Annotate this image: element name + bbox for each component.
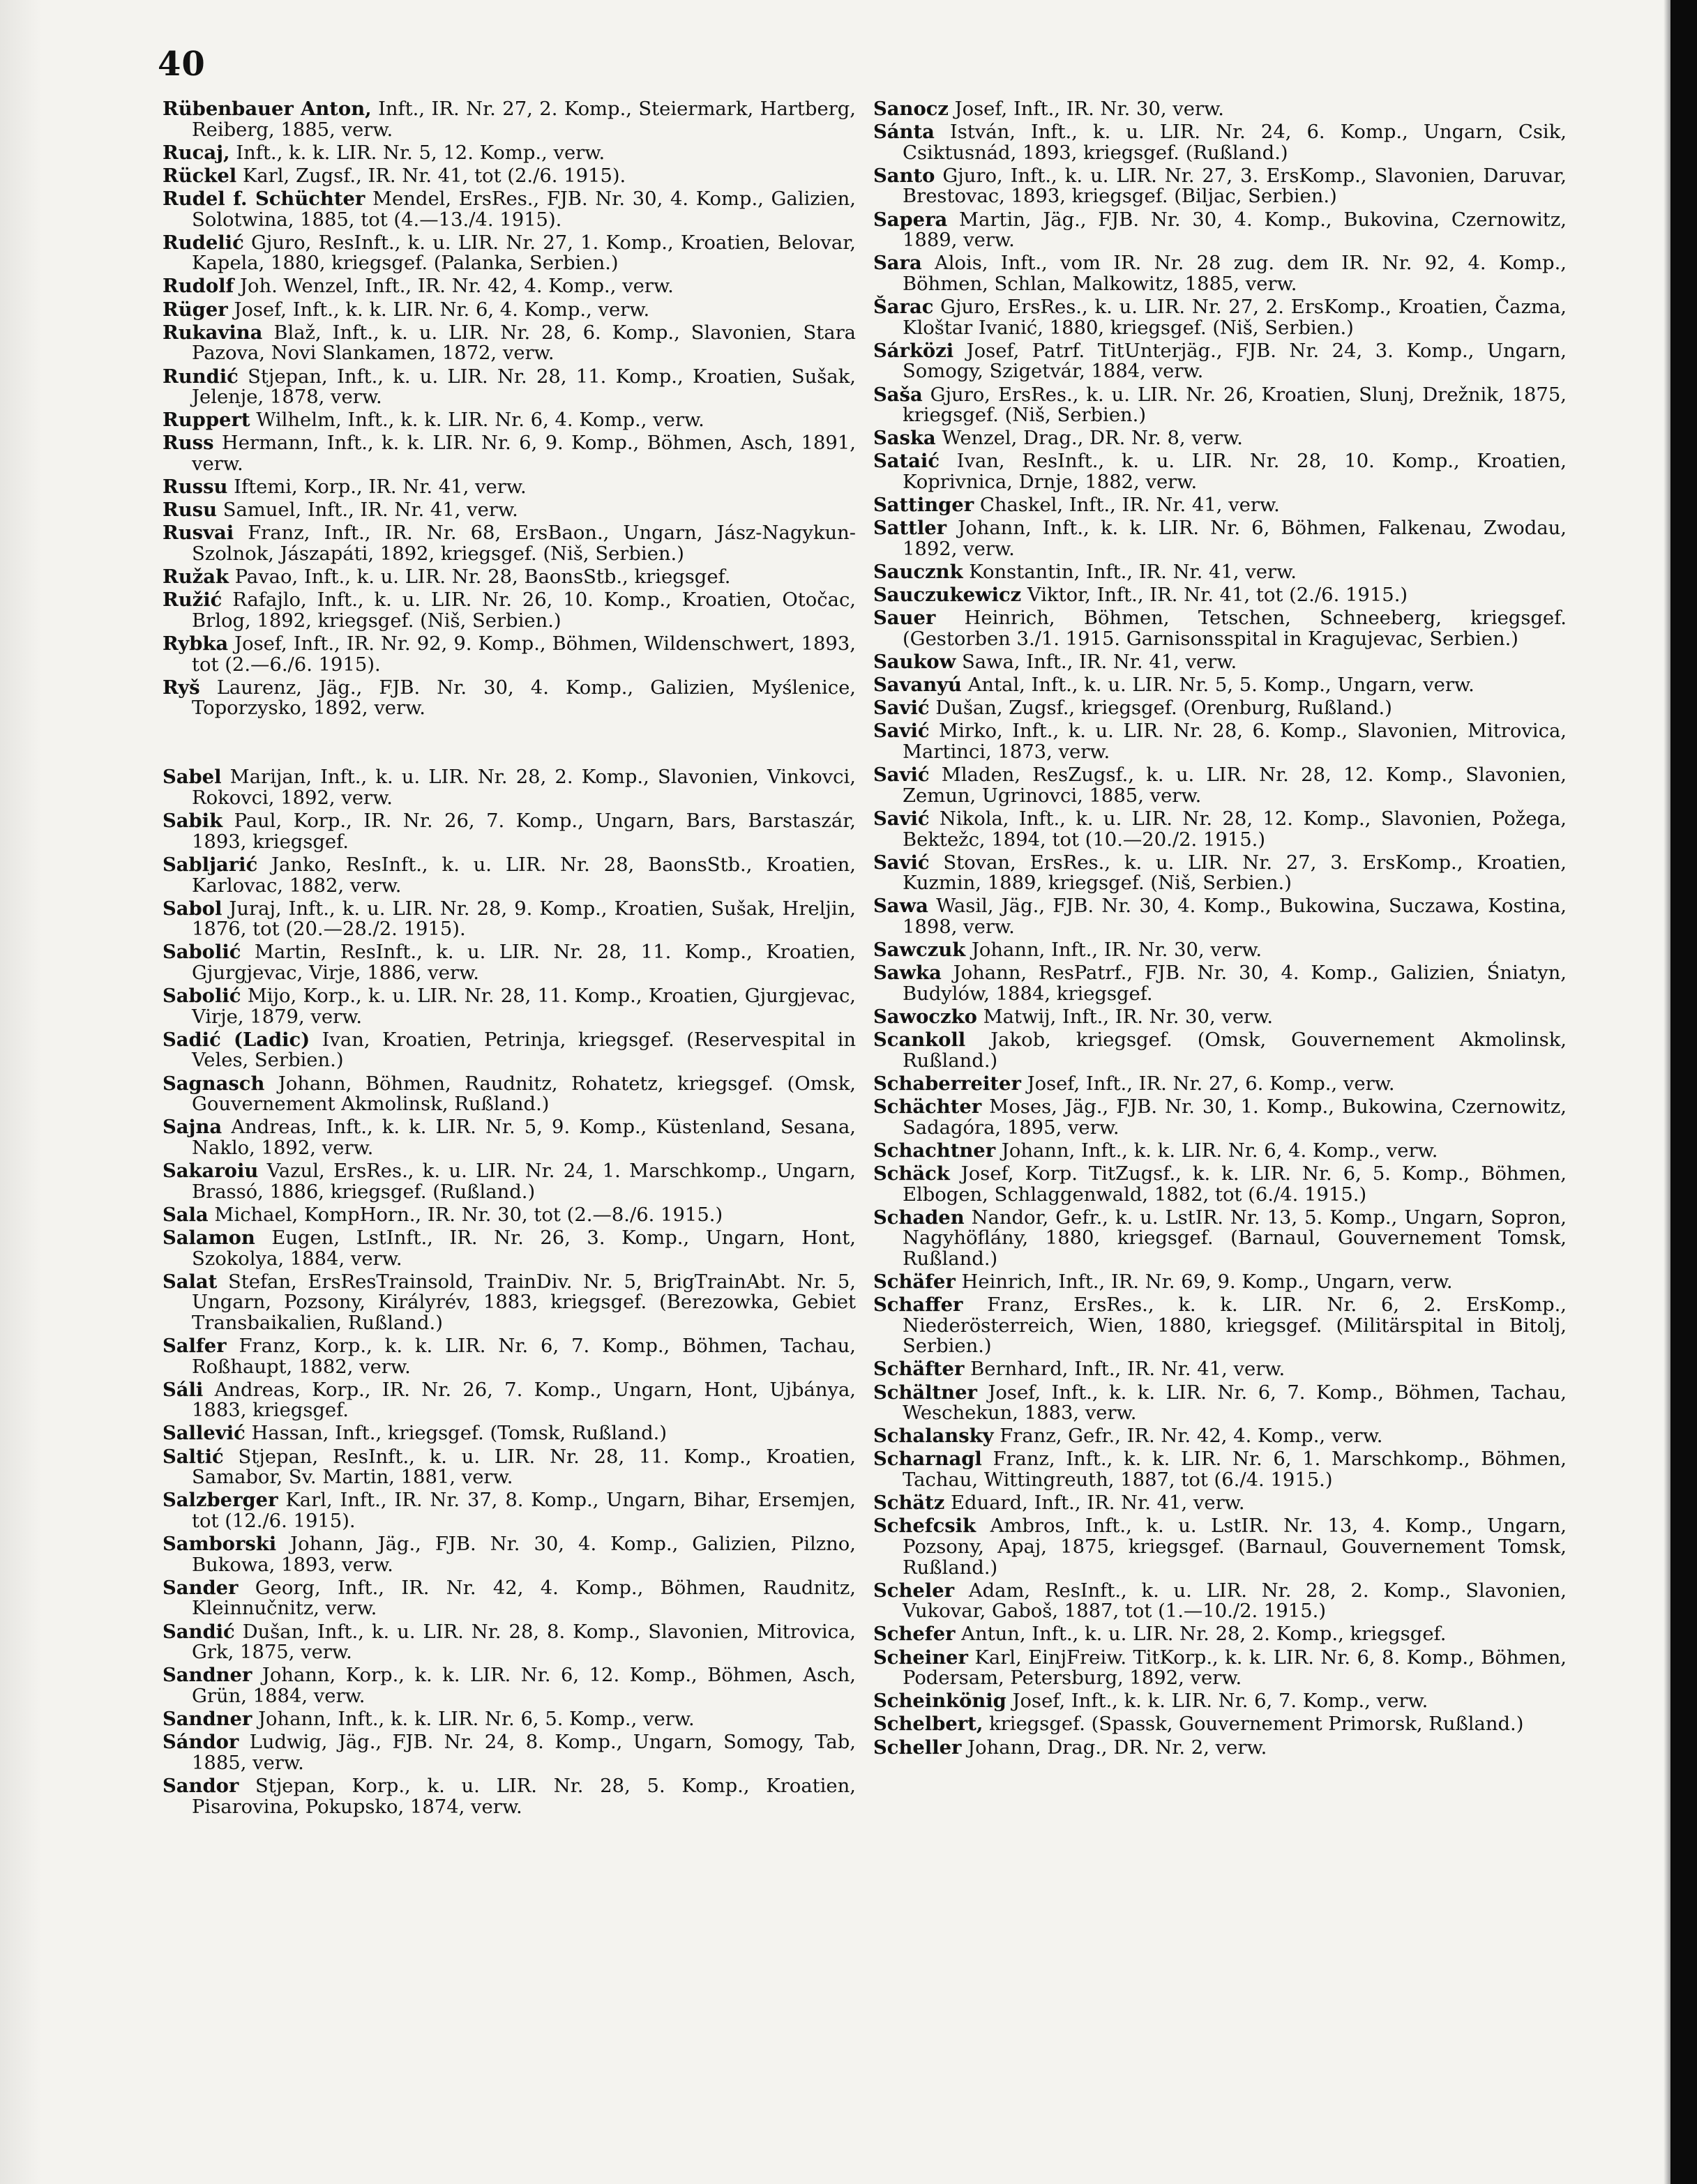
entry-surname: Scheinkönig xyxy=(873,1690,1006,1713)
entry-surname: Sabljarić xyxy=(163,853,258,876)
register-entry xyxy=(163,233,856,274)
entry-details: Stefan, ErsResTrainsold, TrainDiv. Nr. 5, BrigTrainAbt. Nr. 5, Ungarn, Pozsony, Királyrév, 1883, kriegsgef. (Berezowka, Gebiet Transbaikalien, Rußland.) xyxy=(192,1271,856,1334)
entry-surname: Schefcsik xyxy=(873,1515,976,1538)
entry-details: Konstantin, Inft., IR. Nr. 41, verw. xyxy=(963,561,1297,584)
entry-details: Franz, Inft., IR. Nr. 68, ErsBaon., Ungarn, Jász-Nagykun-Szolnok, Jászapáti, 1892, kriegsgef. (Niš, Serbien.) xyxy=(192,522,856,565)
register-entry xyxy=(873,1208,1567,1270)
register-entry xyxy=(873,585,1567,606)
entry-details: Franz, ErsRes., k. k. LIR. Nr. 6, 2. ErsKomp., Niederösterreich, Wien, 1880, kriegsgef. (Militärspital in Bitolj, Serbien.) xyxy=(903,1294,1567,1358)
register-entry xyxy=(873,1449,1567,1490)
register-entry xyxy=(873,1738,1567,1759)
entry-surname: Sabolić xyxy=(163,941,241,964)
register-entry xyxy=(873,385,1567,426)
entry-surname: Scheller xyxy=(873,1736,962,1759)
entry-details: Matwij, Inft., IR. Nr. 30, verw. xyxy=(976,1006,1274,1029)
entry-surname: Sabel xyxy=(163,766,222,789)
register-entry xyxy=(873,1359,1567,1380)
scan-edge-right xyxy=(1670,0,1697,2184)
entry-surname: Sadić (Ladic) xyxy=(163,1028,310,1051)
entry-surname: Sauer xyxy=(873,607,936,630)
entry-details: Franz, Gefr., IR. Nr. 42, 4. Komp., verw. xyxy=(993,1425,1383,1448)
entry-surname: Sabik xyxy=(163,810,223,833)
entry-details: Andreas, Inft., k. k. LIR. Nr. 5, 9. Komp., Küstenland, Sesana, Naklo, 1892, verw. xyxy=(192,1116,856,1159)
entry-details: Joh. Wenzel, Inft., IR. Nr. 42, 4. Komp., verw. xyxy=(234,275,674,298)
register-entry xyxy=(873,1030,1567,1071)
register-entry xyxy=(873,1383,1567,1424)
entry-details: Ambros, Inft., k. u. LstIR. Nr. 13, 4. Komp., Ungarn, Pozsony, Apaj, 1875, kriegsgef. (Barnaul, Gouvernement Tomsk, Rußland.) xyxy=(903,1515,1567,1579)
entry-surname: Sabolić xyxy=(163,985,241,1008)
entry-details: Johann, Böhmen, Raudnitz, Rohatetz, kriegsgef. (Omsk, Gouvernement Akmolinsk, Rußland.) xyxy=(192,1072,856,1116)
register-entry xyxy=(873,896,1567,937)
entry-details: Alois, Inft., vom IR. Nr. 28 zug. dem IR. Nr. 92, 4. Komp., Böhmen, Schlan, Malkowitz, 1885, verw. xyxy=(903,252,1567,295)
register-entry xyxy=(163,590,856,631)
entry-surname: Rukavina xyxy=(163,321,263,344)
entry-surname: Rübenbauer Anton, xyxy=(163,98,372,120)
entry-surname: Sandić xyxy=(163,1620,235,1643)
entry-surname: Sárközi xyxy=(873,339,954,362)
register-entry xyxy=(163,1578,856,1619)
entry-details: Ivan, Kroatien, Petrinja, kriegsgef. (Reservespital in Veles, Serbien.) xyxy=(192,1029,856,1072)
register-entry xyxy=(873,963,1567,1004)
entry-details: István, Inft., k. u. LIR. Nr. 24, 6. Komp., Ungarn, Csik, Csiktusnád, 1893, kriegsgef. (Rußland.) xyxy=(903,121,1567,164)
entry-surname: Salat xyxy=(163,1270,218,1293)
entry-surname: Šarac xyxy=(873,296,934,319)
entry-surname: Russu xyxy=(163,476,228,499)
entry-surname: Rundić xyxy=(163,365,239,388)
register-entry xyxy=(163,1074,856,1115)
register-entry xyxy=(163,410,856,431)
register-entry xyxy=(873,940,1567,961)
entry-surname: Salfer xyxy=(163,1335,227,1358)
scan-edge-left xyxy=(0,0,42,2184)
entry-surname: Salzberger xyxy=(163,1489,278,1512)
register-entry xyxy=(873,853,1567,894)
entry-surname: Salamon xyxy=(163,1226,255,1249)
register-entry xyxy=(873,1164,1567,1205)
entry-details: Johann, Inft., k. k. LIR. Nr. 6, Böhmen, Falkenau, Zwodau, 1892, verw. xyxy=(903,517,1567,560)
register-entry xyxy=(163,276,856,297)
entry-details: Eduard, Inft., IR. Nr. 41, verw. xyxy=(944,1492,1245,1515)
register-entry xyxy=(163,1622,856,1663)
entry-details: Stjepan, Inft., k. u. LIR. Nr. 28, 11. Komp., Kroatien, Sušak, Jelenje, 1878, verw. xyxy=(192,365,856,409)
register-entry xyxy=(163,323,856,364)
register-entry xyxy=(873,562,1567,583)
entry-surname: Sala xyxy=(163,1203,209,1226)
entry-surname: Ryš xyxy=(163,676,200,699)
register-entry xyxy=(873,1007,1567,1028)
register-entry xyxy=(873,809,1567,850)
entry-surname: Sawczuk xyxy=(873,939,966,962)
entry-details: Johann, ResPatrf., FJB. Nr. 30, 4. Komp., Galizien, Śniatyn, Budylów, 1884, kriegsgef. xyxy=(903,962,1567,1005)
entry-details: Heinrich, Böhmen, Tetschen, Schneeberg, kriegsgef. (Gestorben 3./1. 1915. Garnisonsspital in Kragujevac, Serbien.) xyxy=(903,607,1567,650)
entry-details: Bernhard, Inft., IR. Nr. 41, verw. xyxy=(964,1358,1285,1381)
entry-surname: Sawa xyxy=(873,895,928,918)
entry-surname: Samborski xyxy=(163,1533,277,1556)
register-entry xyxy=(163,767,856,808)
entry-details: Johann, Inft., IR. Nr. 30, verw. xyxy=(965,939,1262,962)
entry-details: Eugen, LstInft., IR. Nr. 26, 3. Komp., Ungarn, Hont, Szokolya, 1884, verw. xyxy=(192,1227,856,1270)
left-column xyxy=(163,99,856,1820)
entry-details: Moses, Jäg., FJB. Nr. 30, 1. Komp., Bukowina, Czernowitz, Sadagóra, 1895, verw. xyxy=(903,1096,1567,1139)
register-entry xyxy=(163,166,856,187)
register-entry xyxy=(163,567,856,588)
entry-details: Stjepan, Korp., k. u. LIR. Nr. 28, 5. Komp., Kroatien, Pisarovina, Pokupsko, 1874, verw. xyxy=(192,1775,856,1818)
entry-details: Josef, Korp. TitZugsf., k. k. LIR. Nr. 6, 5. Komp., Böhmen, Elbogen, Schlaggenwald, 1882, tot (6./4. 1915.) xyxy=(903,1162,1567,1206)
entry-details: Jakob, kriegsgef. (Omsk, Gouvernement Akmolinsk, Rußland.) xyxy=(903,1029,1567,1072)
register-entry xyxy=(873,1493,1567,1514)
entry-details: Viktor, Inft., IR. Nr. 41, tot (2./6. 1915.) xyxy=(1021,584,1408,607)
entry-details: Iftemi, Korp., IR. Nr. 41, verw. xyxy=(227,476,527,499)
entry-details: Johann, Drag., DR. Nr. 2, verw. xyxy=(961,1736,1267,1759)
register-entry xyxy=(873,1691,1567,1712)
entry-details: Stjepan, ResInft., k. u. LIR. Nr. 28, 11. Komp., Kroatien, Samabor, Sv. Martin, 1881, verw. xyxy=(192,1446,856,1489)
register-entry xyxy=(163,500,856,521)
entry-surname: Rudelić xyxy=(163,231,244,254)
register-entry xyxy=(873,1581,1567,1622)
entry-surname: Schaberreiter xyxy=(873,1072,1021,1095)
entry-surname: Sataić xyxy=(873,450,940,473)
register-entry xyxy=(163,189,856,230)
register-entry xyxy=(163,1117,856,1158)
entry-details: Gjuro, ResInft., k. u. LIR. Nr. 27, 1. Komp., Kroatien, Belovar, Kapela, 1880, kriegsgef. (Palanka, Serbien.) xyxy=(192,232,856,275)
entry-surname: Schelbert, xyxy=(873,1713,983,1736)
register-entry xyxy=(163,986,856,1027)
entry-surname: Saska xyxy=(873,427,936,450)
entry-details: Chaskel, Inft., IR. Nr. 41, verw. xyxy=(974,494,1280,517)
entry-surname: Russ xyxy=(163,432,214,455)
entry-details: Nandor, Gefr., k. u. LstIR. Nr. 13, 5. Komp., Ungarn, Sopron, Nagyhöflány, 1880, kriegsgef. (Barnaul, Gouvernement Tomsk, Rußland.) xyxy=(903,1206,1567,1270)
entry-surname: Ružak xyxy=(163,566,229,589)
entry-details: Johann, Inft., k. k. LIR. Nr. 6, 4. Komp., verw. xyxy=(995,1139,1438,1162)
entry-surname: Schäfer xyxy=(873,1270,956,1293)
entry-surname: Ruppert xyxy=(163,409,250,432)
entry-surname: Sander xyxy=(163,1576,239,1599)
entry-details: Johann, Inft., k. k. LIR. Nr. 6, 5. Komp., verw. xyxy=(252,1708,695,1731)
entry-surname: Rüger xyxy=(163,298,228,321)
register-entry xyxy=(163,1447,856,1488)
register-entry xyxy=(873,1097,1567,1138)
entry-details: Adam, ResInft., k. u. LIR. Nr. 28, 2. Komp., Slavonien, Vukovar, Gaboš, 1887, tot (1.—10./2. 1915.) xyxy=(903,1579,1567,1623)
entry-details: Johann, Jäg., FJB. Nr. 30, 4. Komp., Galizien, Pilzno, Bukowa, 1893, verw. xyxy=(192,1533,856,1576)
register-entry xyxy=(873,1141,1567,1162)
entry-surname: Savić xyxy=(873,697,930,720)
entry-surname: Sagnasch xyxy=(163,1072,265,1095)
register-entry xyxy=(163,942,856,983)
entry-surname: Saša xyxy=(873,383,923,406)
register-entry xyxy=(873,1648,1567,1689)
register-entry xyxy=(163,1272,856,1334)
register-entry xyxy=(873,122,1567,163)
register-entry xyxy=(163,1423,856,1444)
entry-surname: Sáli xyxy=(163,1378,204,1401)
entry-details: Wasil, Jäg., FJB. Nr. 30, 4. Komp., Bukowina, Suczawa, Kostina, 1898, verw. xyxy=(903,895,1567,938)
entry-surname: Schachtner xyxy=(873,1139,996,1162)
entry-surname: Sattler xyxy=(873,517,947,540)
entry-details: Josef, Inft., IR. Nr. 27, 6. Komp., verw. xyxy=(1020,1072,1395,1095)
register-entry xyxy=(873,451,1567,492)
register-entry xyxy=(163,523,856,564)
register-entry xyxy=(163,1732,856,1773)
register-entry xyxy=(873,210,1567,251)
entry-details: Ludwig, Jäg., FJB. Nr. 24, 8. Komp., Ungarn, Somogy, Tab, 1885, verw. xyxy=(192,1731,856,1774)
entry-surname: Savić xyxy=(873,720,930,743)
entry-details: Hermann, Inft., k. k. LIR. Nr. 6, 9. Komp., Böhmen, Asch, 1891, verw. xyxy=(192,432,856,475)
register-entry xyxy=(163,1776,856,1817)
entry-surname: Schaden xyxy=(873,1206,965,1229)
entry-surname: Savić xyxy=(873,807,930,830)
register-entry xyxy=(873,1272,1567,1293)
register-entry xyxy=(163,1665,856,1706)
register-entry xyxy=(873,698,1567,719)
entry-details: kriegsgef. (Spassk, Gouvernement Primorsk, Rußland.) xyxy=(983,1713,1524,1736)
entry-surname: Rusvai xyxy=(163,522,234,545)
register-entry xyxy=(163,1534,856,1575)
entry-surname: Schalansky xyxy=(873,1425,994,1448)
entry-surname: Scheiner xyxy=(873,1646,968,1669)
entry-surname: Sandner xyxy=(163,1664,252,1687)
entry-details: Paul, Korp., IR. Nr. 26, 7. Komp., Ungarn, Bars, Barstaszár, 1893, kriegsgef. xyxy=(192,810,856,853)
entry-details: Gjuro, ErsRes., k. u. LIR. Nr. 26, Kroatien, Slunj, Drežnik, 1875, kriegsgef. (Niš, Serbien.) xyxy=(903,384,1567,427)
entry-surname: Sakaroiu xyxy=(163,1160,259,1183)
entry-details: Franz, Korp., k. k. LIR. Nr. 6, 7. Komp., Böhmen, Tachau, Roßhaupt, 1882, verw. xyxy=(192,1335,856,1378)
entry-details: Gjuro, ErsRes., k. u. LIR. Nr. 27, 2. ErsKomp., Kroatien, Čazma, Kloštar Ivanić, 1880, kriegsgef. (Niš, Serbien.) xyxy=(903,296,1567,339)
entry-surname: Saltić xyxy=(163,1445,224,1468)
register-entry xyxy=(163,143,856,164)
entry-surname: Scankoll xyxy=(873,1029,966,1052)
entry-details: Josef, Patrf. TitUnterjäg., FJB. Nr. 24, 3. Komp., Ungarn, Somogy, Szigetvár, 1884, verw. xyxy=(903,340,1567,383)
entry-details: Rafajlo, Inft., k. u. LIR. Nr. 26, 10. Komp., Kroatien, Otočac, Brlog, 1892, kriegsgef. (Niš, Serbien.) xyxy=(192,589,856,632)
register-entry xyxy=(163,1228,856,1269)
entry-surname: Ružić xyxy=(163,589,223,612)
entry-details: Mirko, Inft., k. u. LIR. Nr. 28, 6. Komp., Slavonien, Mitrovica, Martinci, 1873, verw. xyxy=(903,720,1567,764)
entry-surname: Scharnagl xyxy=(873,1448,982,1471)
entry-details: Karl, EinjFreiw. TitKorp., k. k. LIR. Nr. 6, 8. Komp., Böhmen, Podersam, Petersburg, 1892, verw. xyxy=(903,1646,1567,1690)
entry-details: Johann, Korp., k. k. LIR. Nr. 6, 12. Komp., Böhmen, Asch, Grün, 1884, verw. xyxy=(192,1664,856,1707)
entry-surname: Schaffer xyxy=(873,1294,963,1317)
register-entry xyxy=(163,99,856,140)
entry-surname: Scheler xyxy=(873,1579,955,1602)
register-entry xyxy=(873,1624,1567,1645)
entry-details: Josef, Inft., IR. Nr. 30, verw. xyxy=(948,98,1224,120)
entry-surname: Savanyú xyxy=(873,674,962,697)
entry-details: Vazul, ErsRes., k. u. LIR. Nr. 24, 1. Marschkomp., Ungarn, Brassó, 1886, kriegsgef. (Rußland.) xyxy=(192,1160,856,1203)
entry-surname: Schältner xyxy=(873,1381,977,1404)
entry-details: Dušan, Inft., k. u. LIR. Nr. 28, 8. Komp., Slavonien, Mitrovica, Grk, 1875, verw. xyxy=(192,1621,856,1664)
entry-details: Andreas, Korp., IR. Nr. 26, 7. Komp., Ungarn, Hont, Ujbánya, 1883, kriegsgef. xyxy=(192,1379,856,1422)
entry-surname: Sándor xyxy=(163,1731,239,1754)
register-entry xyxy=(163,1490,856,1531)
register-entry xyxy=(873,341,1567,382)
register-entry xyxy=(873,1074,1567,1095)
entry-surname: Savić xyxy=(873,764,930,787)
entry-details: Antun, Inft., k. u. LIR. Nr. 28, 2. Komp., kriegsgef. xyxy=(955,1623,1447,1646)
entry-surname: Sara xyxy=(873,252,922,275)
entry-surname: Sallević xyxy=(163,1422,246,1445)
section-separator xyxy=(163,721,856,767)
register-entry xyxy=(873,652,1567,673)
register-entry xyxy=(873,253,1567,294)
entry-details: Josef, Inft., k. k. LIR. Nr. 6, 4. Komp., verw. xyxy=(227,298,650,321)
entry-details: Juraj, Inft., k. u. LIR. Nr. 28, 9. Komp., Kroatien, Sušak, Hreljin, 1876, tot (20.—28./2. 1915). xyxy=(192,897,856,941)
register-entry xyxy=(873,721,1567,762)
entry-details: Josef, Inft., IR. Nr. 92, 9. Komp., Böhmen, Wildenschwert, 1893, tot (2.—6./6. 1915). xyxy=(192,633,856,676)
entry-surname: Sandor xyxy=(163,1774,239,1797)
entry-surname: Schefer xyxy=(873,1623,956,1646)
entry-surname: Sandner xyxy=(163,1708,252,1731)
entry-details: Michael, KompHorn., IR. Nr. 30, tot (2.—8./6. 1915.) xyxy=(208,1204,723,1226)
register-entry xyxy=(873,166,1567,207)
entry-details: Blaž, Inft., k. u. LIR. Nr. 28, 6. Komp., Slavonien, Stara Pazova, Novi Slankamen, 1872, verw. xyxy=(192,321,856,365)
entry-surname: Sawoczko xyxy=(873,1006,977,1029)
entry-surname: Schäfter xyxy=(873,1358,965,1381)
register-entry xyxy=(163,899,856,940)
entry-details: Inft., IR. Nr. 27, 2. Komp., Steiermark, Hartberg, Reiberg, 1885, verw. xyxy=(192,98,856,141)
scan-edge-shadow xyxy=(1664,0,1670,2184)
register-entry xyxy=(163,1205,856,1226)
entry-surname: Sauczukewicz xyxy=(873,584,1022,607)
entry-details: Samuel, Inft., IR. Nr. 41, verw. xyxy=(217,499,518,522)
entry-surname: Rückel xyxy=(163,164,237,187)
entry-details: Mendel, ErsRes., FJB. Nr. 30, 4. Komp., Galizien, Solotwina, 1885, tot (4.—13./4. 1915). xyxy=(192,188,856,231)
entry-surname: Sawka xyxy=(873,962,942,985)
register-entry xyxy=(873,765,1567,806)
entry-details: Inft., k. k. LIR. Nr. 5, 12. Komp., verw. xyxy=(229,142,605,164)
register-entry xyxy=(163,855,856,896)
register-entry xyxy=(163,477,856,498)
register-entry xyxy=(873,297,1567,338)
entry-surname: Schätz xyxy=(873,1492,945,1515)
register-entry xyxy=(163,1380,856,1421)
register-entry xyxy=(873,1714,1567,1735)
entry-surname: Sabol xyxy=(163,897,223,920)
entry-details: Josef, Inft., k. k. LIR. Nr. 6, 7. Komp., Böhmen, Tachau, Weschekun, 1883, verw. xyxy=(903,1381,1567,1425)
register-entry xyxy=(163,1161,856,1202)
entry-details: Marijan, Inft., k. u. LIR. Nr. 28, 2. Komp., Slavonien, Vinkovci, Rokovci, 1892, verw. xyxy=(192,766,856,810)
register-entry xyxy=(163,1336,856,1377)
register-entry xyxy=(163,811,856,852)
entry-details: Ivan, ResInft., k. u. LIR. Nr. 28, 10. Komp., Kroatien, Koprivnica, Drnje, 1882, verw. xyxy=(903,450,1567,494)
register-entry xyxy=(163,678,856,719)
register-entry xyxy=(163,1030,856,1071)
entry-surname: Savić xyxy=(873,851,930,874)
register-entry xyxy=(873,99,1567,120)
entry-details: Heinrich, Inft., IR. Nr. 69, 9. Komp., Ungarn, verw. xyxy=(955,1271,1453,1293)
entry-surname: Saukow xyxy=(873,651,956,674)
entry-surname: Rybka xyxy=(163,632,229,655)
register-entry xyxy=(873,1426,1567,1447)
entry-details: Janko, ResInft., k. u. LIR. Nr. 28, BaonsStb., Kroatien, Karlovac, 1882, verw. xyxy=(192,854,856,897)
entry-details: Martin, ResInft., k. u. LIR. Nr. 28, 11. Komp., Kroatien, Gjurgjevac, Virje, 1886, verw. xyxy=(192,941,856,984)
register-entry xyxy=(873,518,1567,559)
entry-details: Sawa, Inft., IR. Nr. 41, verw. xyxy=(956,651,1237,674)
entry-details: Wilhelm, Inft., k. k. LIR. Nr. 6, 4. Komp., verw. xyxy=(250,409,704,432)
entry-details: Martin, Jäg., FJB. Nr. 30, 4. Komp., Bukovina, Czernowitz, 1889, verw. xyxy=(903,208,1567,252)
entry-details: Karl, Zugsf., IR. Nr. 41, tot (2./6. 1915). xyxy=(236,165,626,187)
entry-details: Nikola, Inft., k. u. LIR. Nr. 28, 12. Komp., Slavonien, Požega, Bektežc, 1894, tot (10.—20./2. 1915.) xyxy=(903,807,1567,851)
register-entry xyxy=(163,1709,856,1730)
entry-details: Stovan, ErsRes., k. u. LIR. Nr. 27, 3. ErsKomp., Kroatien, Kuzmin, 1889, kriegsgef. (Niš, Serbien.) xyxy=(903,851,1567,895)
entry-details: Hassan, Inft., kriegsgef. (Tomsk, Rußland.) xyxy=(245,1423,668,1445)
register-entry xyxy=(873,495,1567,516)
register-entry xyxy=(873,428,1567,449)
entry-details: Gjuro, Inft., k. u. LIR. Nr. 27, 3. ErsKomp., Slavonien, Daruvar, Brestovac, 1893, kriegsgef. (Biljac, Serbien.) xyxy=(903,165,1567,208)
entry-details: Mijo, Korp., k. u. LIR. Nr. 28, 11. Komp., Kroatien, Gjurgjevac, Virje, 1879, verw. xyxy=(192,985,856,1028)
entry-details: Wenzel, Drag., DR. Nr. 8, verw. xyxy=(935,427,1243,450)
entry-details: Dušan, Zugsf., kriegsgef. (Orenburg, Rußland.) xyxy=(929,697,1392,720)
entry-surname: Santo xyxy=(873,164,935,187)
entry-surname: Sattinger xyxy=(873,494,974,517)
register-entry xyxy=(163,300,856,321)
register-entry xyxy=(163,367,856,408)
entry-surname: Saucznk xyxy=(873,561,963,584)
entry-surname: Rudel f. Schüchter xyxy=(163,188,365,211)
entry-surname: Sapera xyxy=(873,208,948,231)
entry-surname: Rudolf xyxy=(163,275,234,298)
register-entry xyxy=(873,1516,1567,1578)
right-column xyxy=(873,99,1567,1761)
entry-details: Mladen, ResZugsf., k. u. LIR. Nr. 28, 12. Komp., Slavonien, Zemun, Ugrinovci, 1885, verw. xyxy=(903,764,1567,807)
entry-details: Josef, Inft., k. k. LIR. Nr. 6, 7. Komp., verw. xyxy=(1006,1690,1428,1713)
register-entry xyxy=(873,1295,1567,1357)
entry-surname: Rucaj, xyxy=(163,141,230,164)
entry-details: Pavao, Inft., k. u. LIR. Nr. 28, BaonsStb., kriegsgef. xyxy=(228,566,731,589)
entry-surname: Sanocz xyxy=(873,98,949,120)
register-entry xyxy=(163,634,856,675)
entry-surname: Sajna xyxy=(163,1116,223,1139)
entry-surname: Rusu xyxy=(163,499,218,522)
page-number: 40 xyxy=(158,45,206,84)
register-entry xyxy=(873,608,1567,649)
entry-surname: Schächter xyxy=(873,1095,982,1118)
entry-surname: Schäck xyxy=(873,1162,950,1185)
register-entry xyxy=(163,433,856,474)
entry-surname: Sánta xyxy=(873,121,935,144)
entry-details: Karl, Inft., IR. Nr. 37, 8. Komp., Ungarn, Bihar, Ersemjen, tot (12./6. 1915). xyxy=(192,1489,856,1532)
entry-details: Laurenz, Jäg., FJB. Nr. 30, 4. Komp., Galizien, Myślenice, Toporzysko, 1892, verw. xyxy=(192,676,856,720)
register-entry xyxy=(873,675,1567,696)
entry-details: Georg, Inft., IR. Nr. 42, 4. Komp., Böhmen, Raudnitz, Kleinnučnitz, verw. xyxy=(192,1577,856,1620)
entry-details: Franz, Inft., k. k. LIR. Nr. 6, 1. Marschkomp., Böhmen, Tachau, Wittingreuth, 1887, tot (6./4. 1915.) xyxy=(903,1448,1567,1492)
entry-details: Antal, Inft., k. u. LIR. Nr. 5, 5. Komp., Ungarn, verw. xyxy=(961,674,1474,697)
